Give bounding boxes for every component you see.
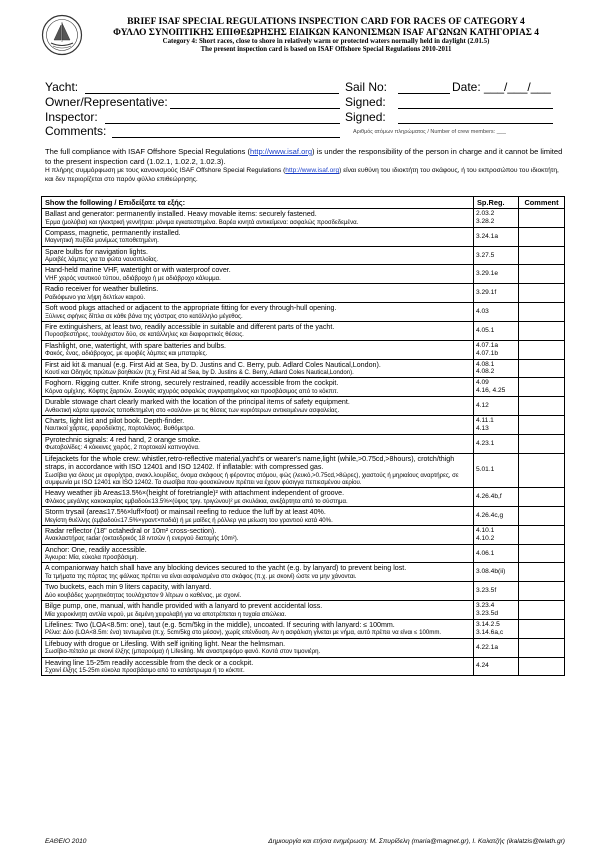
item-description xyxy=(42,397,474,416)
table-row xyxy=(42,638,565,657)
yacht-label: Yacht: xyxy=(45,80,79,94)
title-english: BRIEF ISAF SPECIAL REGULATIONS INSPECTION CARD FOR RACES OF CATEGORY 4 xyxy=(127,16,525,27)
table-row xyxy=(42,582,565,601)
comments-field[interactable] xyxy=(112,137,340,138)
table-row xyxy=(42,378,565,397)
compliance-english: The full compliance with ISAF Offshore Special Regulations (http://www.isaf.org) is under the responsibility of the person in charge and it cannot be limited to the present inspection card (1.02.1, 1.02.2, 1.02.3). xyxy=(45,147,563,167)
table-row xyxy=(42,227,565,246)
item-english: Lifebuoy with drogue or Lifesling. With self igniting light. Near the helmsman. xyxy=(45,639,286,648)
inspection-rows xyxy=(42,209,565,676)
item-english: Lifelines: Two (LOA<8.5m: one), taut (e.g. 5cm/5kg in the middle), uncoated. If securing with lanyard: ≤ 100mm. xyxy=(45,620,395,629)
signed-owner-label: Signed: xyxy=(345,95,386,109)
item-comment-cell[interactable] xyxy=(519,525,565,544)
item-greek: Ραδιόφωνο για λήψη δελτίων καιρού. xyxy=(45,293,146,301)
item-english: Foghorn. Rigging cutter. Knife strong, securely restrained, readily accessible from the cockpit. xyxy=(45,379,339,388)
item-description xyxy=(42,544,474,563)
item-regulation-ref: 2.03.2 3.28.2 xyxy=(474,209,519,228)
isaf-link-gr[interactable]: http://www.isaf.org xyxy=(285,167,340,175)
item-english: Anchor: One, readily accessible. xyxy=(45,545,147,554)
item-greek: Ανθεκτική κάρτα εμφανώς τοποθετημένη στο «σαλόνι» με τις θέσεις των κυριότερων αντικειμένων ασφαλείας. xyxy=(45,406,340,414)
compliance-greek: Η πλήρης συμμόρφωση με τους κανονισμούς ISAF Offshore Special Regulations (http://www.isaf.org) είναι ευθύνη του ιδιοκτήτη του σκάφους, ή του εκπροσώπου του ιδιοκτήτη, και δεν περιορίζεται στο παρόν φύλλο επιθεώρησης. xyxy=(45,167,559,183)
item-regulation-ref: 4.09 4.16, 4.25 xyxy=(474,378,519,397)
item-comment-cell[interactable] xyxy=(519,563,565,582)
item-regulation-ref: 4.26.4b,f xyxy=(474,488,519,507)
item-english: Radar reflector (18" octahedral or 10m² cross-section). xyxy=(45,526,217,535)
item-description xyxy=(42,265,474,284)
item-english: Storm trysail (area≤17.5%×luff×foot) or mainsail reefing to reduce the luff by at least 40%. xyxy=(45,508,326,516)
item-comment-cell[interactable] xyxy=(519,303,565,322)
table-row xyxy=(42,657,565,676)
item-description xyxy=(42,227,474,246)
table-header-row xyxy=(42,197,565,209)
item-comment-cell[interactable] xyxy=(519,507,565,526)
inspector-field[interactable] xyxy=(105,123,340,124)
item-english: Hand-held marine VHF, watertight or with waterproof cover. xyxy=(45,266,231,275)
item-description xyxy=(42,525,474,544)
item-english: Lifejackets for the whole crew: whistler,retro-reflective material,yacht's or wearer's name,light (while,>0.75cd,>8hours), crotch/thigh straps, in accordance with ISO 12401 and ISO 12402. If inflatable: with compressed gas. xyxy=(45,454,455,472)
item-greek: Σωσίβια για όλους με σφυρίχτρα, ανακλ.λουρίδες, όνομα σκάφους ή φέροντος ατόμου, φώς (λευκό,>0.75cd,>8ώρες), χιαστούς ή μηριαίους αναρτήρες, σε συμφωνία με ISO 12401 και ISO 12402. Τα σωσίβια που φουσκώνουν πρέπει να έχουν φύσιγγα πεπιεσμένου αερίου. xyxy=(45,471,459,486)
table-row xyxy=(42,359,565,378)
item-description xyxy=(42,638,474,657)
category-description: Category 4: Short races, close to shore in relatively warm or protected waters normally held in daylight (2.01.5) xyxy=(162,38,490,46)
item-comment-cell[interactable] xyxy=(519,321,565,340)
table-row xyxy=(42,397,565,416)
item-regulation-ref: 3.29.1f xyxy=(474,284,519,303)
item-greek: Φακός, ένας, αδιάβροχος, με αμοιβές λάμπες και μπαταρίες. xyxy=(45,350,208,358)
item-comment-cell[interactable] xyxy=(519,265,565,284)
item-regulation-ref: 3.23.4 3.23.5d xyxy=(474,601,519,620)
item-greek: Τα τμήματα της πόρτας της φάλκας πρέπει να είναι ασφαλισμένα στο σκάφος (π.χ. με σκοινί) ώστε να μην χάνονται. xyxy=(45,572,357,580)
item-description xyxy=(42,209,474,228)
signed-inspector-label: Signed: xyxy=(345,110,386,124)
item-english: Pyrotechnic signals: 4 red hand, 2 orange smoke. xyxy=(45,435,201,444)
document-header xyxy=(88,17,564,54)
item-greek: Σχοινί έλξης 15-25m εύκολα προσβάσιμο από το κατάστρωμα ή το κόκπιτ. xyxy=(45,667,245,674)
table-row xyxy=(42,284,565,303)
club-emblem-icon xyxy=(41,14,83,56)
item-description xyxy=(42,246,474,265)
title-greek: ΦΥΛΛΟ ΣΥΝΟΠΤΙΚΗΣ ΕΠΙΘΕΩΡΗΣΗΣ ΕΙΔΙΚΩΝ ΚΑΝΟΝΙΣΜΩΝ ISAF ΑΓΩΝΩΝ ΚΑΤΗΓΟΡΙΑΣ 4 xyxy=(113,27,539,38)
table-row xyxy=(42,525,565,544)
item-regulation-ref: 3.29.1e xyxy=(474,265,519,284)
signed-inspector-field[interactable] xyxy=(398,123,553,124)
footer xyxy=(45,838,565,845)
item-english: A companionway hatch shall have any blocking devices secured to the yacht (e.g. by lanyard) to prevent being lost. xyxy=(45,564,407,573)
item-comment-cell[interactable] xyxy=(519,488,565,507)
item-regulation-ref: 4.24 xyxy=(474,657,519,676)
item-english: Bilge pump, one, manual, with handle provided with a lanyard to prevent accidental loss. xyxy=(45,602,323,611)
crew-count-note: Αριθμός ατόμων πληρώματος / Number of crew members: ___ xyxy=(353,129,506,135)
table-row xyxy=(42,544,565,563)
item-greek: Δύο κουβάδες χωρητικότητας τουλάχιστον 9 λίτρων ο καθένας, με σχοινί. xyxy=(45,591,242,599)
item-greek: Μαγνητική πυξίδα μονίμως τοποθετημένη. xyxy=(45,237,159,245)
table-row xyxy=(42,601,565,620)
item-greek: Μία χειροκίνητη αντλία νερού, με δεμένη χειρολαβή για να αποτρέπεται η τυχαία απώλεια. xyxy=(45,610,287,618)
item-greek: Σωσίβιο-πέταλο με σκοινί έλξης (μπαρούμα) ή Lifesling. Με αναστρεφόμο φανό. Κοντά στον τιμονιέρη. xyxy=(45,648,321,656)
table-row xyxy=(42,619,565,638)
item-greek: Ανακλαστήρας radar (οκταεδρικός 18 ιντσών ή ενεργού διατομής 10m²). xyxy=(45,535,239,543)
item-regulation-ref: 3.08.4b(ii) xyxy=(474,563,519,582)
item-description xyxy=(42,453,474,488)
item-english: Fire extinguishers, at least two, readily accessible in suitable and different parts of the yacht. xyxy=(45,322,335,331)
item-greek: Κόρνα ομίχλης. Κόφτης ξαρτιών. Σουγιάς ισχυρός ασφαλώς συγκρατημένος και προσβάσιμος από το κόκπιτ. xyxy=(45,387,339,395)
item-english: Flashlight, one, watertight, with spare batteries and bulbs. xyxy=(45,341,226,350)
item-comment-cell[interactable] xyxy=(519,638,565,657)
table-row xyxy=(42,340,565,359)
item-regulation-ref: 4.26.4c,g xyxy=(474,507,519,526)
item-english: First aid kit & manual (e.g. First Aid at Sea, by D. Justins and C. Berry, pub. Adlard Coles Nautical,London). xyxy=(45,360,381,369)
item-greek: Φωτοβολίδες: 4 κόκκινες χειρός, 2 πορτοκαλί καπνογόνα. xyxy=(45,444,200,452)
inspector-label: Inspector: xyxy=(45,110,98,124)
item-regulation-ref: 3.24.1a xyxy=(474,227,519,246)
table-row xyxy=(42,453,565,488)
item-comment-cell[interactable] xyxy=(519,246,565,265)
item-regulation-ref: 4.11.1 4.13 xyxy=(474,415,519,434)
item-description xyxy=(42,378,474,397)
item-english: Heavy weather jib Area≤13.5%×(height of foretriangle)² with attachment independent of groove. xyxy=(45,489,345,498)
item-english: Ballast and generator: permanently installed. Heavy movable items: securely fastened. xyxy=(45,210,317,218)
item-comment-cell[interactable] xyxy=(519,657,565,676)
item-description xyxy=(42,359,474,378)
footer-credits: Δημιουργία και ετήσια ενημέρωση: Μ. Σπυρίδελη (maria@magnet.gr), Ι. Καλατζής (ikalatzis@telath.gr) xyxy=(268,838,565,845)
item-english: Radio receiver for weather bulletins. xyxy=(45,285,159,294)
owner-label: Owner/Representative: xyxy=(45,95,168,109)
item-comment-cell[interactable] xyxy=(519,619,565,638)
date-field[interactable]: Date: ___/___/___ xyxy=(452,80,551,94)
item-greek: Φλόκος μεγάλης κακοκαιρίας εμβαδού≤13.5%×(ύψος τριγ. τριγώνου)² με σκυλάκια, ανεξάρτητα από το σύστημα. xyxy=(45,497,348,505)
item-greek: Μεγίστη θυέλλης (εμβαδού≤17.5%×γραντ×ποδιά) ή με μαϊδες ή ρόλλερ για μείωση του γραντιού κατά 40%. xyxy=(45,516,333,524)
item-description xyxy=(42,488,474,507)
item-description xyxy=(42,284,474,303)
table-row xyxy=(42,265,565,284)
item-regulation-ref: 4.23.1 xyxy=(474,434,519,453)
footer-left: ΕΑΘΕΙΟ 2010 xyxy=(45,838,87,845)
item-regulation-ref: 4.05.1 xyxy=(474,321,519,340)
header-spreg: Sp.Reg. xyxy=(474,197,519,209)
item-description xyxy=(42,563,474,582)
item-regulation-ref: 3.27.5 xyxy=(474,246,519,265)
item-greek: VHF χειρός ναυτικού τύπου, αδιάβροχο ή με αδιάβροχο κάλυμμα. xyxy=(45,274,221,282)
item-regulation-ref: 4.10.1 4.10.2 xyxy=(474,525,519,544)
item-greek: Αμοιβές λάμπες για τα φώτα ναυσιπλοΐας. xyxy=(45,256,159,264)
header-show: Show the following / Επιδείξατε τα εξής: xyxy=(42,197,474,209)
owner-field[interactable] xyxy=(170,108,340,109)
item-regulation-ref: 3.14.2.5 3.14.6a,c xyxy=(474,619,519,638)
item-regulation-ref: 3.23.5f xyxy=(474,582,519,601)
item-greek: Ρέλια: Δύο (LOA<8.5m: ένα) τεντωμένα (π.χ. 5cm/5kg στο μέσον), χωρίς επένδυση. Αν η ασφάλιση γίνεται με νήμα, αυτό πρέπει να είναι ≤ 100mm. xyxy=(45,629,442,637)
item-comment-cell[interactable] xyxy=(519,340,565,359)
item-regulation-ref: 4.22.1a xyxy=(474,638,519,657)
item-description xyxy=(42,619,474,638)
table-row xyxy=(42,415,565,434)
item-comment-cell[interactable] xyxy=(519,227,565,246)
item-english: Soft wood plugs attached or adjacent to the appropriate fitting for every through-hull opening. xyxy=(45,304,337,313)
item-description xyxy=(42,415,474,434)
table-row xyxy=(42,321,565,340)
item-english: Charts, light list and pilot book. Depth-finder. xyxy=(45,416,185,425)
item-regulation-ref: 4.06.1 xyxy=(474,544,519,563)
item-comment-cell[interactable] xyxy=(519,415,565,434)
signed-owner-field[interactable] xyxy=(398,108,553,109)
item-description xyxy=(42,582,474,601)
item-description xyxy=(42,434,474,453)
table-row xyxy=(42,303,565,322)
item-comment-cell[interactable] xyxy=(519,359,565,378)
item-english: Heaving line 15-25m readily accessible from the deck or a cockpit. xyxy=(45,658,254,667)
item-english: Spare bulbs for navigation lights. xyxy=(45,247,148,256)
item-regulation-ref: 4.12 xyxy=(474,397,519,416)
item-regulation-ref: 4.08.1 4.08.2 xyxy=(474,359,519,378)
item-description xyxy=(42,657,474,676)
sail-no-field[interactable] xyxy=(398,93,450,94)
item-greek: Έρμα (μολύβια) και ηλεκτρική γεννήτρια: μόνιμα εγκατεστημένα. Βαρέα κινητά αντικείμενα: ασφαλώς προσδεδεμένα. xyxy=(45,218,359,226)
table-row xyxy=(42,563,565,582)
item-regulation-ref: 5.01.1 xyxy=(474,453,519,488)
item-greek: Πυροσβεστήρες, τουλάχιστον δύο, σε κατάλληλες και διαφορετικές θέσεις. xyxy=(45,331,244,339)
item-description xyxy=(42,601,474,620)
yacht-field[interactable] xyxy=(85,93,339,94)
isaf-link-en[interactable]: http://www.isaf.org xyxy=(250,147,313,156)
item-greek: Κουτί και Οδηγός πρώτων βοηθειών (π.χ First Aid at Sea, by D. Justins & C. Berry, Adlard Coles Nautical,London). xyxy=(45,369,354,376)
item-greek: Άγκυρα: Μία, εύκολα προσβάσιμη. xyxy=(45,554,139,562)
item-comment-cell[interactable] xyxy=(519,378,565,397)
table-row xyxy=(42,246,565,265)
item-description xyxy=(42,321,474,340)
item-greek: Ναυτικοί χάρτες, φαροδείκτης, πορτολάνος. Βυθόμετρο. xyxy=(45,425,195,433)
item-comment-cell[interactable] xyxy=(519,284,565,303)
item-english: Compass, magnetic, permanently installed. xyxy=(45,228,181,237)
table-row xyxy=(42,507,565,526)
basis-note: The present inspection card is based on ISAF Offshore Special Regulations 2010-2011 xyxy=(200,46,452,53)
item-comment-cell[interactable] xyxy=(519,434,565,453)
table-row xyxy=(42,434,565,453)
item-regulation-ref: 4.03 xyxy=(474,303,519,322)
item-english: Two buckets, each min 9 liters capacity, with lanyard. xyxy=(45,583,212,592)
table-row xyxy=(42,488,565,507)
item-english: Durable stowage chart clearly marked with the location of the principal items of safety equipment. xyxy=(45,398,350,407)
item-comment-cell[interactable] xyxy=(519,209,565,228)
table-row xyxy=(42,209,565,228)
item-comment-cell[interactable] xyxy=(519,582,565,601)
item-description xyxy=(42,340,474,359)
item-greek: Ξύλινες σφήνες δίπλα σε κάθε βάνα της γάστρας στο κατάλληλο μέγεθος. xyxy=(45,312,243,320)
item-description xyxy=(42,507,474,526)
item-comment-cell[interactable] xyxy=(519,601,565,620)
inspection-table xyxy=(41,196,565,676)
header-comment: Comment xyxy=(519,197,565,209)
item-comment-cell[interactable] xyxy=(519,397,565,416)
compliance-notice xyxy=(45,147,565,185)
sail-no-label: Sail No: xyxy=(345,80,388,94)
item-regulation-ref: 4.07.1a 4.07.1b xyxy=(474,340,519,359)
item-comment-cell[interactable] xyxy=(519,453,565,488)
comments-label: Comments: xyxy=(45,124,107,138)
item-comment-cell[interactable] xyxy=(519,544,565,563)
item-description xyxy=(42,303,474,322)
